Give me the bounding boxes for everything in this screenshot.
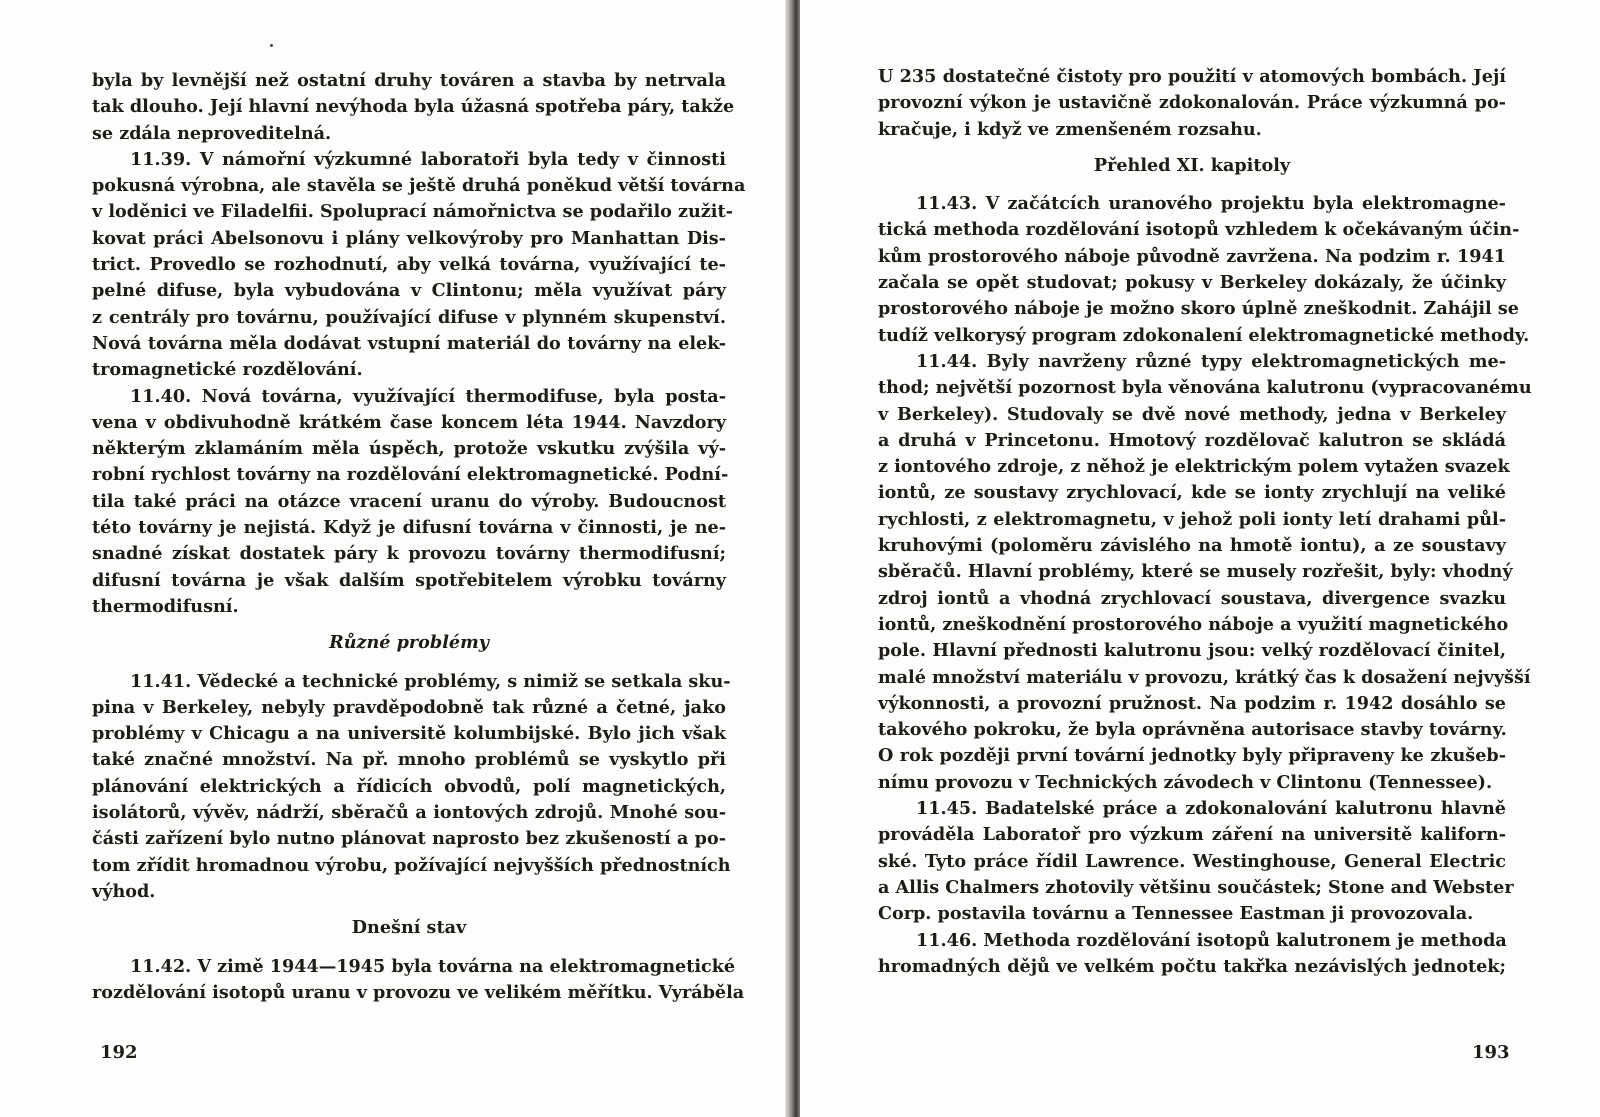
text-line: v Berkeley). Studovaly se dvě nové methody, jedna v Berkeley bbox=[878, 403, 1506, 425]
text-line: Nová továrna měla dodávat vstupní materiál do továrny na elek- bbox=[92, 332, 726, 354]
section-heading: Různé problémy bbox=[329, 632, 489, 654]
text-line: části zařízení bylo nutno plánovat naprosto bez zkušeností a po- bbox=[92, 828, 726, 850]
section-heading: Dnešní stav bbox=[351, 917, 467, 939]
text-line: malé množství materiálu v provozu, krátký čas k dosažení nejvyšší bbox=[878, 666, 1531, 688]
text-line: rozdělování isotopů uranu v provozu ve velikém měřítku. Vyráběla bbox=[92, 981, 745, 1003]
text-line: vena v obdivuhodně krátkém čase koncem léta 1944. Navzdory bbox=[92, 411, 726, 433]
text-line: kračuje, i když ve zmenšeném rozsahu. bbox=[878, 118, 1262, 140]
text-line: snadné získat dostatek páry k provozu továrny thermodifusní; bbox=[92, 543, 726, 565]
text-line: takového pokroku, že byla oprávněna autorisace stavby továrny. bbox=[878, 719, 1507, 741]
text-line: difusní továrna je však dalším spotřebitelem výrobku továrny bbox=[92, 569, 726, 591]
page-number: 192 bbox=[100, 1042, 138, 1063]
text-line: 11.44. Byly navrženy různé typy elektromagnetických me- bbox=[916, 350, 1506, 372]
text-line: 11.40. Nová továrna, využívající thermodifuse, byla posta- bbox=[130, 385, 726, 407]
text-line: tromagnetické rozdělování. bbox=[92, 359, 363, 381]
scan-speck bbox=[270, 44, 273, 47]
text-line: iontů, zneškodnění prostorového náboje a využití magnetického bbox=[878, 613, 1509, 635]
text-line: některým zklamáním měla úspěch, protože vskutku zvýšila vý- bbox=[92, 438, 726, 460]
text-line: pelné difuse, byla vybudována v Clintonu; měla využívat páry bbox=[92, 280, 726, 302]
text-line: 11.41. Vědecké a technické problémy, s nimiž se setkala sku- bbox=[130, 670, 731, 692]
text-line: zdroj iontů a vhodná zrychlovací soustava, divergence svazku bbox=[878, 587, 1506, 609]
left-page bbox=[0, 0, 790, 1117]
text-line: z centrály pro továrnu, používající difuse v plynném skupenství. bbox=[92, 306, 726, 328]
text-line: robní rychlost továrny na rozdělování elektromagnetické. Podní- bbox=[92, 464, 729, 486]
text-line: a druhá v Princetonu. Hmotový rozdělovač kalutron se skládá bbox=[878, 429, 1506, 451]
text-line: 11.45. Badatelské práce a zdokonalování kalutronu hlavně bbox=[916, 798, 1506, 820]
text-line: ské. Tyto práce řídil Lawrence. Westinghouse, General Electric bbox=[878, 850, 1506, 872]
text-line: O rok později první tovární jednotky byly připraveny ke zkušeb- bbox=[878, 745, 1506, 767]
text-line: trict. Provedlo se rozhodnutí, aby velká továrna, využívající te- bbox=[92, 254, 726, 276]
text-line: tická methoda rozdělování isotopů vzhledem k očekávaným účin- bbox=[878, 219, 1520, 241]
text-line: 11.42. V zimě 1944—1945 byla továrna na elektromagnetické bbox=[130, 955, 736, 977]
text-line: plánování elektrických a řídicích obvodů, polí magnetických, bbox=[92, 775, 726, 797]
text-line: problémy v Chicagu a na universitě kolumbijské. Bylo jich však bbox=[92, 723, 726, 745]
text-line: sběračů. Hlavní problémy, které se musely rozřešit, byly: vhodný bbox=[878, 561, 1513, 583]
text-line: v loděnici ve Filadelfii. Spoluprací námořnictva se podařilo zužit- bbox=[92, 201, 733, 223]
text-line: nímu provozu v Technických závodech v Clintonu (Tennessee). bbox=[878, 771, 1493, 793]
text-line: 11.46. Methoda rozdělování isotopů kalutronem je methoda bbox=[916, 929, 1507, 951]
text-line: pole. Hlavní přednosti kalutronu jsou: velký rozdělovací činitel, bbox=[878, 640, 1506, 662]
text-line: také značné množství. Na př. mnoho problémů se vyskytlo při bbox=[92, 749, 726, 771]
text-line: hromadných dějů ve velkém počtu takřka nezávislých jednotek; bbox=[878, 955, 1506, 977]
text-line: byla by levnější než ostatní druhy továren a stavba by netrvala bbox=[92, 70, 726, 91]
text-line: kovat práci Abelsonovu i plány velkovýroby pro Manhattan Dis- bbox=[92, 227, 726, 249]
left-page-text bbox=[92, 68, 746, 1006]
text-line: iontů, ze soustavy zrychlovací, kde se ionty zrychlují na veliké bbox=[878, 482, 1506, 504]
text-line: začala se opět studovat; pokusy v Berkeley dokázaly, že účinky bbox=[878, 272, 1506, 294]
text-line: provozní výkon je ustavičně zdokonalován. Práce výzkumná po- bbox=[878, 92, 1506, 114]
right-page-text bbox=[878, 64, 1532, 980]
text-line: pina v Berkeley, nebyly pravděpodobně tak různé a četné, jako bbox=[92, 696, 726, 718]
text-line: této továrny je nejistá. Když je difusní továrna v činnosti, je ne- bbox=[92, 517, 726, 539]
text-line: výhod. bbox=[92, 880, 156, 902]
text-line: rychlosti, z elektromagnetu, v jehož poli ionty letí drahami půl- bbox=[878, 508, 1506, 530]
section-heading: Přehled XI. kapitoly bbox=[1093, 154, 1291, 176]
text-line: se zdála neproveditelná. bbox=[92, 122, 332, 144]
text-line: kům prostorového náboje původně zavržena. Na podzim r. 1941 bbox=[878, 245, 1506, 267]
text-line: thermodifusní. bbox=[92, 595, 239, 617]
text-line: tila také práci na otázce vracení uranu do výroby. Budoucnost bbox=[92, 490, 726, 512]
text-line: a Allis Chalmers zhotovily většinu součástek; Stone and Webster bbox=[878, 876, 1514, 898]
right-page bbox=[800, 0, 1600, 1117]
text-line: výkonnosti, a provozní pružnost. Na podzim r. 1942 dosáhlo se bbox=[878, 692, 1506, 714]
page-number: 193 bbox=[1472, 1042, 1510, 1063]
text-line: thod; největší pozornost byla věnována kalutronu (vypracovanému bbox=[878, 377, 1532, 399]
text-line: 11.39. V námořní výzkumné laboratoři byla tedy v činnosti bbox=[130, 148, 726, 170]
text-line: Corp. postavila továrnu a Tennessee Eastman ji provozovala. bbox=[878, 903, 1474, 925]
text-line: kruhovými (poloměru závislého na hmotě iontu), a ze soustavy bbox=[878, 535, 1506, 557]
text-line: tudíž velkorysý program zdokonalení elektromagnetické methody. bbox=[878, 324, 1530, 346]
text-line: prováděla Laboratoř pro výzkum záření na universitě kaliforn- bbox=[878, 824, 1506, 846]
text-line: pokusná výrobna, ale stavěla se ještě druhá poněkud větší továrna bbox=[92, 175, 746, 197]
text-line: U 235 dostatečné čistoty pro použití v atomových bombách. Její bbox=[878, 66, 1506, 87]
text-line: 11.43. V začátcích uranového projektu byla elektromagne- bbox=[916, 193, 1506, 215]
text-line: tom zřídit hromadnou výrobu, požívající nejvyšších přednostních bbox=[92, 854, 731, 876]
text-line: isolátorů, vývěv, nádrží, sběračů a iontových zdrojů. Mnohé sou- bbox=[92, 802, 726, 824]
text-line: prostorového náboje je možno skoro úplně zneškodnit. Zahájil se bbox=[878, 298, 1519, 320]
text-line: tak dlouho. Její hlavní nevýhoda byla úžasná spotřeba páry, takže bbox=[92, 96, 735, 118]
text-line: z iontového zdroje, z něhož je elektrickým polem vytažen svazek bbox=[878, 456, 1510, 478]
